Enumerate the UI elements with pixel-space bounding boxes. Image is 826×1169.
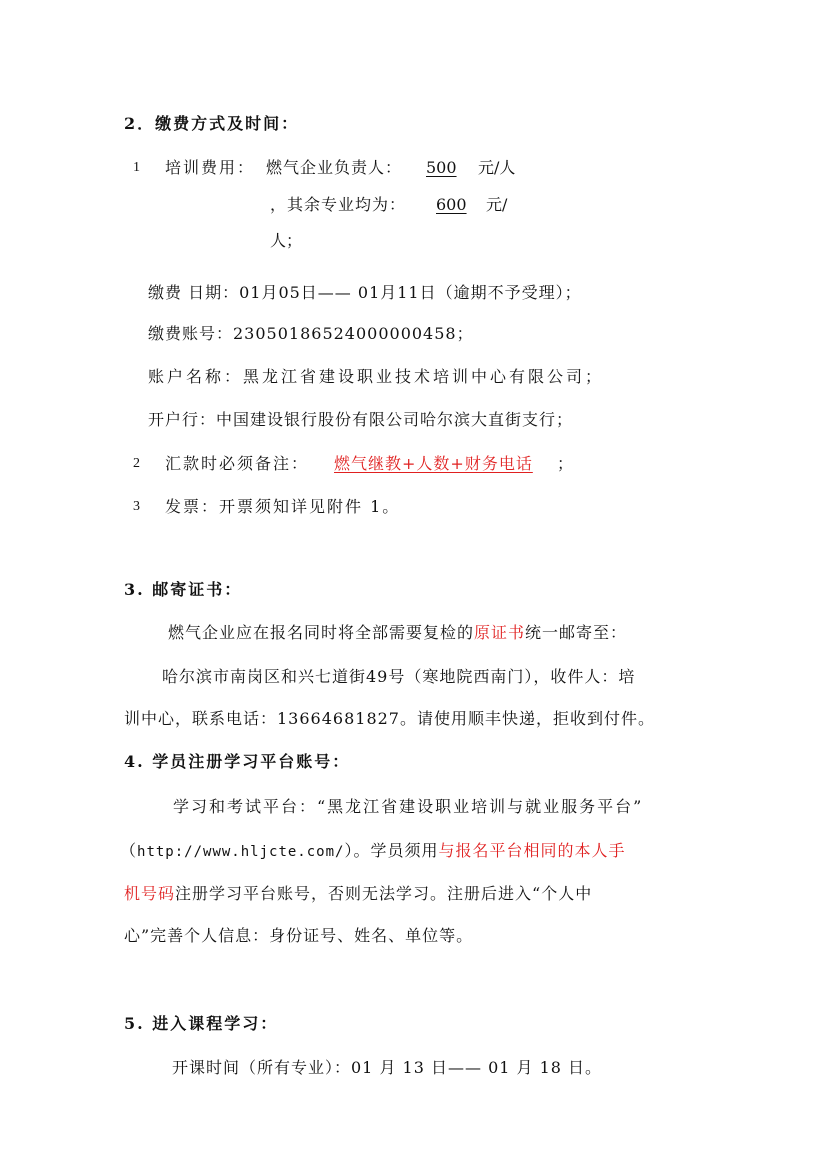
item-2-number: 2 <box>133 456 140 471</box>
bank-name: 开户行：中国建设银行股份有限公司哈尔滨大直街支行； <box>148 410 574 429</box>
phone-number-text: 机号码 <box>124 884 176 903</box>
remit-note-label: 汇款时必须备注： <box>165 454 310 473</box>
other-fee-text: ，其余专业均为： <box>270 195 407 214</box>
section-5-heading: 5. 进入课程学习： <box>124 1014 279 1033</box>
remit-note-end: ； <box>557 454 574 473</box>
mail-instruction <box>168 623 627 643</box>
invoice-text: 发票：开票须知详见附件 1。 <box>165 497 401 516</box>
section-4-heading: 4. 学员注册学习平台账号： <box>124 752 351 771</box>
mail-instruction-text-b: 统一邮寄至： <box>525 623 628 642</box>
other-fee-unit: 元/ <box>486 195 508 214</box>
url-paren-close: ） <box>344 841 354 860</box>
section-3-heading: 3. 邮寄证书： <box>124 580 243 599</box>
original-certificate-text: 原证书 <box>474 623 526 642</box>
other-fee-unit-cont: 人； <box>270 231 303 250</box>
url-paren-open: （ <box>120 841 138 860</box>
platform-line-4: 心”完善个人信息：身份证号、姓名、单位等。 <box>124 926 474 945</box>
platform-line-3 <box>124 884 592 904</box>
item-3-number: 3 <box>133 499 140 514</box>
payment-date: 缴费 日期：01月05日—— 01月11日（逾期不予受理）； <box>148 283 582 302</box>
platform-line-2 <box>120 841 626 862</box>
payment-account: 缴费账号：23050186524000000458； <box>148 324 474 343</box>
account-name: 账户名称：黑龙江省建设职业技术培训中心有限公司； <box>148 367 605 386</box>
manager-fee-text: 燃气企业负责人： <box>266 158 403 177</box>
training-fee-label: 培训费用： <box>165 158 256 177</box>
mail-instruction-text-a: 燃气企业应在报名同时将全部需要复检的 <box>168 623 475 642</box>
item-1-number: 1 <box>133 160 140 175</box>
platform-line-2-text: 。学员须用 <box>353 841 439 860</box>
mail-address-line-2: 训中心，联系电话：13664681827。请使用顺丰快递，拒收到付件。 <box>124 709 655 728</box>
mail-address-line-1: 哈尔滨市南岗区和兴七道街49号（寒地院西南门），收件人：培 <box>162 667 636 686</box>
platform-url: http://www.hljcte.com/ <box>137 844 345 860</box>
manager-fee-unit: 元/人 <box>478 158 516 177</box>
other-fee-amount: 600 <box>436 195 467 214</box>
platform-line-3-text: 注册学习平台账号，否则无法学习。注册后进入“个人中 <box>175 884 593 903</box>
platform-line-1: 学习和考试平台：“黑龙江省建设职业培训与就业服务平台” <box>173 797 644 816</box>
same-phone-text: 与报名平台相同的本人手 <box>438 841 626 860</box>
manager-fee-amount: 500 <box>426 158 457 177</box>
section-2-heading: 2．缴费方式及时间： <box>124 114 300 133</box>
remit-note-required: 燃气继教+人数+财务电话 <box>334 454 533 473</box>
course-start-time: 开课时间（所有专业）：01 月 13 日—— 01 月 18 日。 <box>172 1058 603 1077</box>
